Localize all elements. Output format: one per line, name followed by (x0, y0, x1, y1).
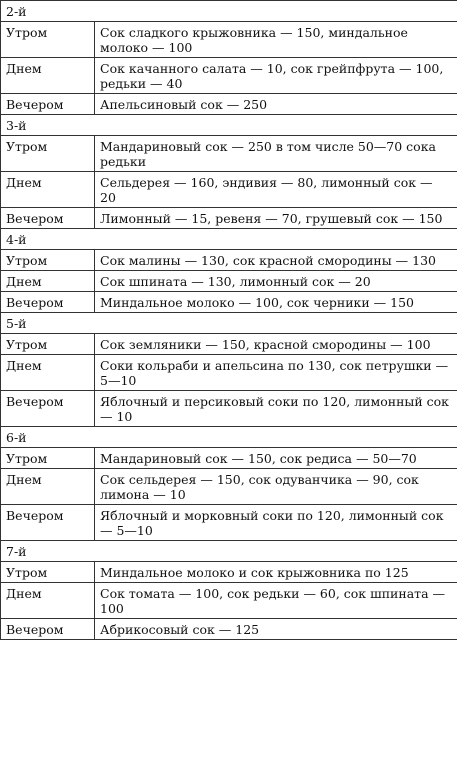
juice-description-cell: Сок томата — 100, сок редьки — 60, сок шпината — 100 (95, 583, 457, 619)
time-of-day-cell: Вечером (1, 292, 95, 313)
table-row (1, 448, 457, 469)
juice-description-cell: Миндальное молоко и сок крыжовника по 125 (95, 562, 457, 583)
day-header-row (1, 313, 457, 334)
table-row (1, 619, 457, 640)
juice-description-cell: Яблочный и морковный соки по 120, лимонный сок — 5—10 (95, 505, 457, 541)
juice-description-cell: Миндальное молоко — 100, сок черники — 150 (95, 292, 457, 313)
time-of-day-cell: Утром (1, 136, 95, 172)
juice-description-cell: Сок земляники — 150, красной смородины — 100 (95, 334, 457, 355)
table-row (1, 94, 457, 115)
day-header-row (1, 1, 457, 22)
table-row (1, 334, 457, 355)
time-of-day-cell: Утром (1, 22, 95, 58)
day-title: 6-й (1, 427, 457, 448)
table-row (1, 583, 457, 619)
juice-description-cell: Сельдерея — 160, эндивия — 80, лимонный сок — 20 (95, 172, 457, 208)
day-title: 5-й (1, 313, 457, 334)
table-row (1, 250, 457, 271)
table-row (1, 172, 457, 208)
time-of-day-cell: Днем (1, 583, 95, 619)
juice-description-cell: Сок шпината — 130, лимонный сок — 20 (95, 271, 457, 292)
time-of-day-cell: Днем (1, 469, 95, 505)
juice-description-cell: Сок качанного салата — 10, сок грейпфрута — 100, редьки — 40 (95, 58, 457, 94)
day-header-row (1, 427, 457, 448)
table-row (1, 208, 457, 229)
table-row (1, 22, 457, 58)
table-body (1, 1, 457, 640)
table-row (1, 355, 457, 391)
table-row (1, 136, 457, 172)
juice-description-cell: Сок сладкого крыжовника — 150, миндальное молоко — 100 (95, 22, 457, 58)
table-row (1, 271, 457, 292)
time-of-day-cell: Утром (1, 448, 95, 469)
time-of-day-cell: Вечером (1, 619, 95, 640)
day-header-row (1, 115, 457, 136)
juice-description-cell: Сок малины — 130, сок красной смородины — 130 (95, 250, 457, 271)
table-row (1, 292, 457, 313)
time-of-day-cell: Утром (1, 562, 95, 583)
table-row (1, 391, 457, 427)
juice-description-cell: Мандариновый сок — 150, сок редиса — 50—70 (95, 448, 457, 469)
juice-description-cell: Соки кольраби и апельсина по 130, сок петрушки — 5—10 (95, 355, 457, 391)
time-of-day-cell: Вечером (1, 391, 95, 427)
day-title: 7-й (1, 541, 457, 562)
day-title: 2-й (1, 1, 457, 22)
time-of-day-cell: Вечером (1, 94, 95, 115)
juice-description-cell: Апельсиновый сок — 250 (95, 94, 457, 115)
day-header-row (1, 229, 457, 250)
time-of-day-cell: Вечером (1, 208, 95, 229)
day-title: 4-й (1, 229, 457, 250)
time-of-day-cell: Утром (1, 334, 95, 355)
table-row (1, 58, 457, 94)
juice-description-cell: Абрикосовый сок — 125 (95, 619, 457, 640)
juice-description-cell: Сок сельдерея — 150, сок одуванчика — 90, сок лимона — 10 (95, 469, 457, 505)
time-of-day-cell: Вечером (1, 505, 95, 541)
day-header-row (1, 541, 457, 562)
juice-description-cell: Лимонный — 15, ревеня — 70, грушевый сок — 150 (95, 208, 457, 229)
time-of-day-cell: Утром (1, 250, 95, 271)
juice-description-cell: Яблочный и персиковый соки по 120, лимонный сок — 10 (95, 391, 457, 427)
time-of-day-cell: Днем (1, 172, 95, 208)
day-title: 3-й (1, 115, 457, 136)
time-of-day-cell: Днем (1, 355, 95, 391)
time-of-day-cell: Днем (1, 271, 95, 292)
table-row (1, 505, 457, 541)
table-row (1, 562, 457, 583)
table-row (1, 469, 457, 505)
juice-description-cell: Мандариновый сок — 250 в том числе 50—70 сока редьки (95, 136, 457, 172)
time-of-day-cell: Днем (1, 58, 95, 94)
